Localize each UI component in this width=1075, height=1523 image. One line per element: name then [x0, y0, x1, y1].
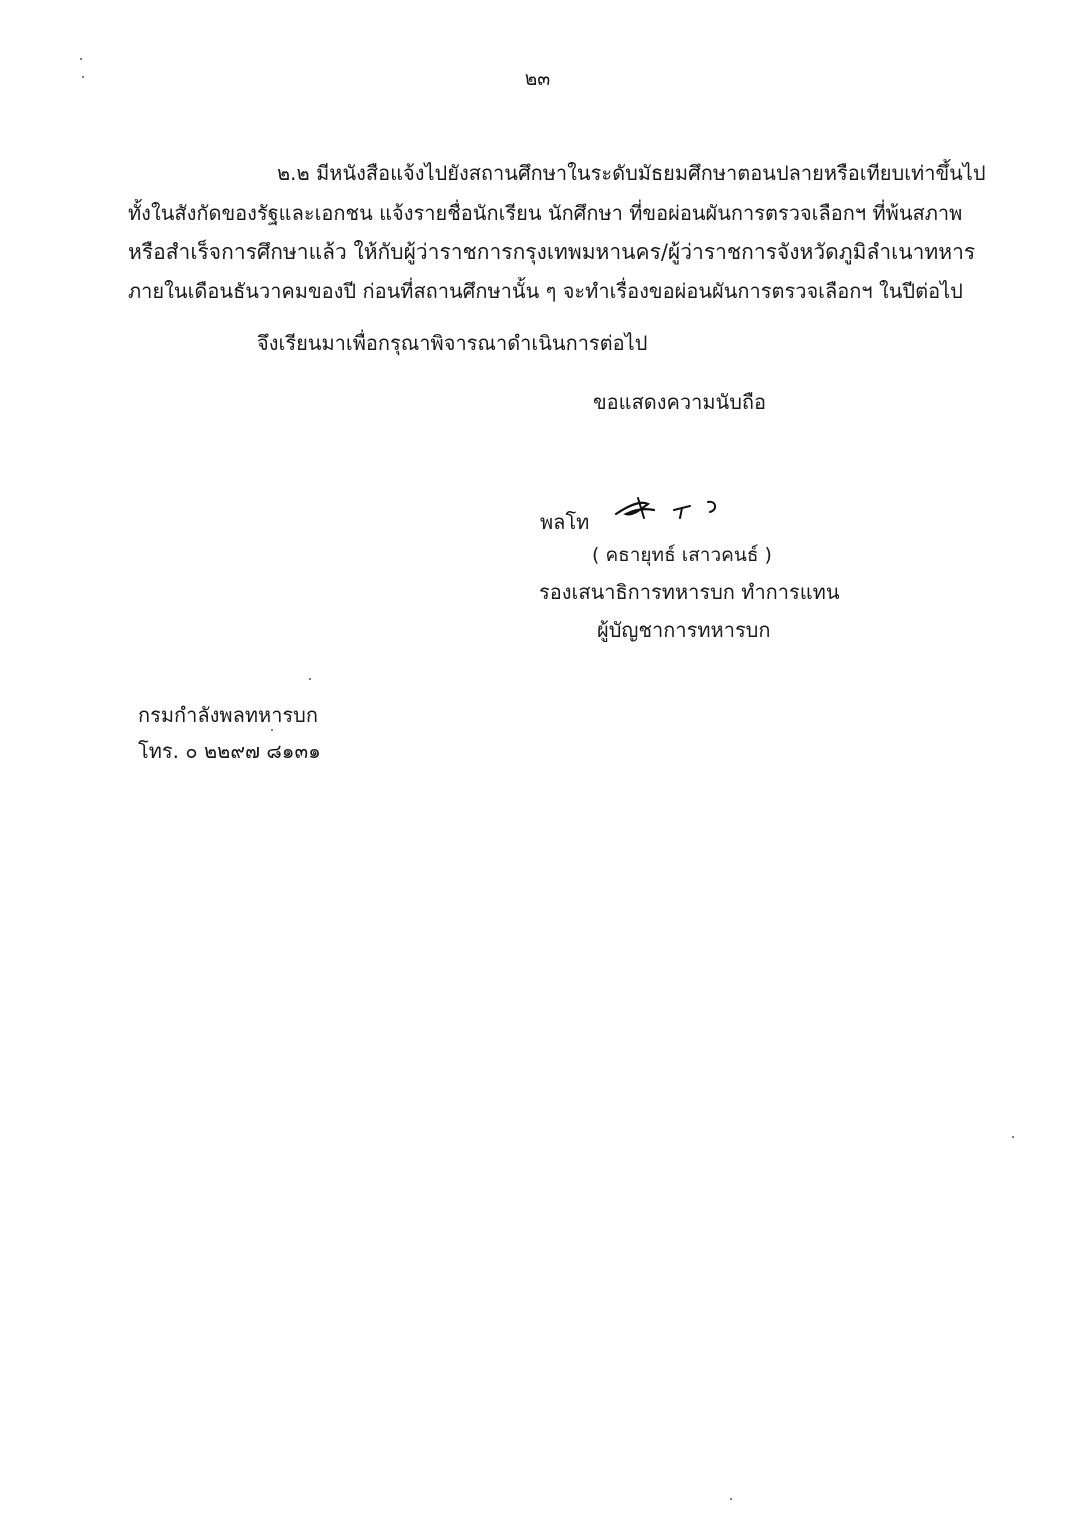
department-name: กรมกำลังพลทหารบก — [138, 703, 318, 727]
scan-speck — [730, 1498, 732, 1500]
scan-speck — [309, 678, 311, 680]
scan-speck — [80, 58, 82, 60]
scan-speck — [1012, 1136, 1014, 1138]
signer-title-2: ผู้บัญชาการทหารบก — [597, 618, 771, 642]
signer-title: รองเสนาธิการทหารบก ทำการแทน — [539, 580, 840, 604]
scan-speck — [271, 729, 273, 731]
scan-speck — [82, 76, 84, 78]
signer-rank: พลโท — [540, 510, 590, 534]
paragraph-line-2: ทั้งในสังกัดของรัฐและเอกชน แจ้งรายชื่อนักเรียน นักศึกษา ที่ขอผ่อนผันการตรวจเลือกฯ ที่พ้นสภาพ — [128, 201, 963, 225]
closing-line: จึงเรียนมาเพื่อกรุณาพิจารณาดำเนินการต่อไป — [257, 331, 648, 355]
regards-line: ขอแสดงความนับถือ — [593, 390, 767, 414]
paragraph-line-4: ภายในเดือนธันวาคมของปี ก่อนที่สถานศึกษานั้น ๆ จะทำเรื่องขอผ่อนผันการตรวจเลือกฯ ในปีต่อไป — [128, 279, 963, 303]
signer-name: ( คธายุทธ์ เสาวคนธ์ ) — [592, 544, 772, 566]
handwritten-signature — [610, 488, 730, 528]
phone-number: โทร. ๐ ๒๒๙๗ ๘๑๓๑ — [138, 739, 321, 763]
page-number: ๒๓ — [524, 68, 551, 90]
paragraph-line-1: ๒.๒ มีหนังสือแจ้งไปยังสถานศึกษาในระดับมัธยมศึกษาตอนปลายหรือเทียบเท่าขึ้นไป — [277, 161, 986, 185]
paragraph-line-3: หรือสำเร็จการศึกษาแล้ว ให้กับผู้ว่าราชการกรุงเทพมหานคร/ผู้ว่าราชการจังหวัดภูมิลำเนาทหาร — [128, 240, 976, 264]
